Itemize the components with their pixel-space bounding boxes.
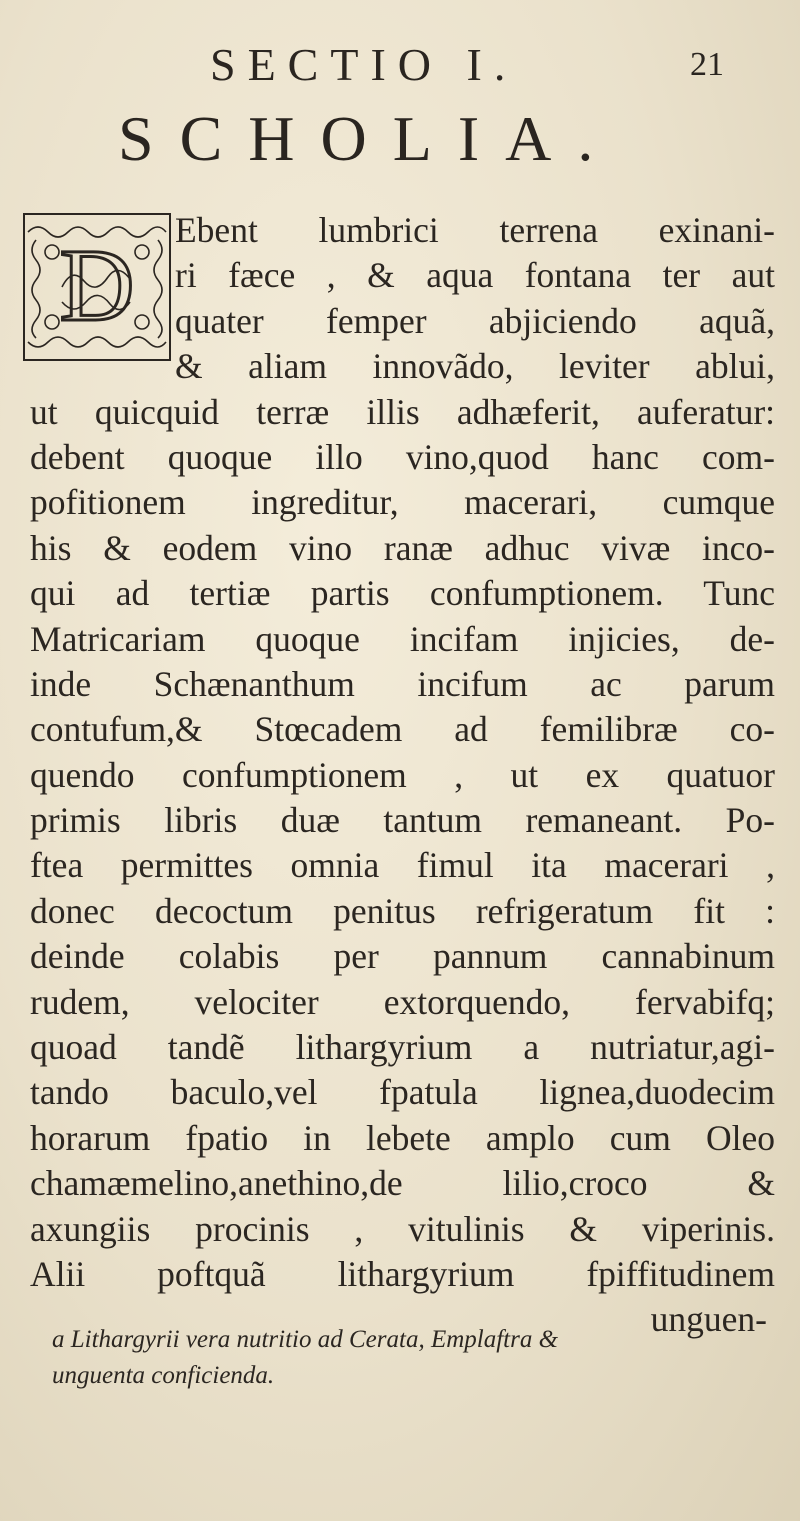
initial-letter: D <box>59 228 135 343</box>
text-line: rudem, velociter extorquendo, fervabifq; <box>30 981 775 1022</box>
text-line: his & eodem vino ranæ adhuc vivæ inco- <box>30 527 775 568</box>
text-line: horarum fpatio in lebete amplo cum Oleo <box>30 1117 775 1158</box>
text-line: debent quoque illo vino,quod hanc com- <box>30 436 775 477</box>
footnote <box>52 1322 772 1394</box>
text-line: deinde colabis per pannum cannabinum <box>30 936 775 977</box>
text-line: inde Schænanthum incifum ac parum <box>30 663 775 704</box>
text-line: Matricariam quoque incifam injicies, de- <box>30 618 775 659</box>
text-line: primis libris duæ tantum remaneant. Po- <box>30 800 775 841</box>
running-head: SECTIO I. <box>210 39 518 90</box>
text-line: ri fæce , & aqua fontana ter aut <box>175 255 775 296</box>
text-line: quendo confumptionem , ut ex quatuor <box>30 754 775 795</box>
text-line: contufum,& Stœcadem ad femilibræ co- <box>30 709 775 750</box>
text-line: axungiis procinis , vitulinis & viperinis. <box>30 1208 775 1249</box>
footnote-line: a Lithargyrii vera nutritio ad Cerata, Emplaftra & <box>52 1326 559 1353</box>
text-line: pofitionem ingreditur, macerari, cumque <box>30 482 775 523</box>
text-line: Ebent lumbrici terrena exinani- <box>175 210 775 250</box>
footnote-line: unguenta conficienda. <box>52 1362 275 1389</box>
body-text <box>30 208 775 1343</box>
text-line: tando baculo,vel fpatula lignea,duodecim <box>30 1072 775 1113</box>
text-line: Alii poftquã lithargyrium fpiffitudinem <box>30 1253 775 1294</box>
text-line: ut quicquid terræ illis adhæferit, auferatur: <box>30 391 775 432</box>
text-line: chamæmelino,anethino,de lilio,croco & <box>30 1163 775 1204</box>
text-line: & aliam innovãdo, leviter ablui, <box>175 346 775 387</box>
section-heading: SCHOLIA. <box>118 103 620 174</box>
text-line: qui ad tertiæ partis confumptionem. Tunc <box>30 573 775 614</box>
text-line: quoad tandẽ lithargyrium a nutriatur,agi- <box>30 1027 775 1068</box>
page-number: 21 <box>690 46 724 83</box>
catchword: unguen- <box>650 1299 767 1340</box>
text-line: ftea permittes omnia fimul ita macerari , <box>30 845 775 886</box>
text-line: quater femper abjiciendo aquã, <box>175 300 775 341</box>
text-line: donec decoctum penitus refrigeratum fit : <box>30 890 775 931</box>
